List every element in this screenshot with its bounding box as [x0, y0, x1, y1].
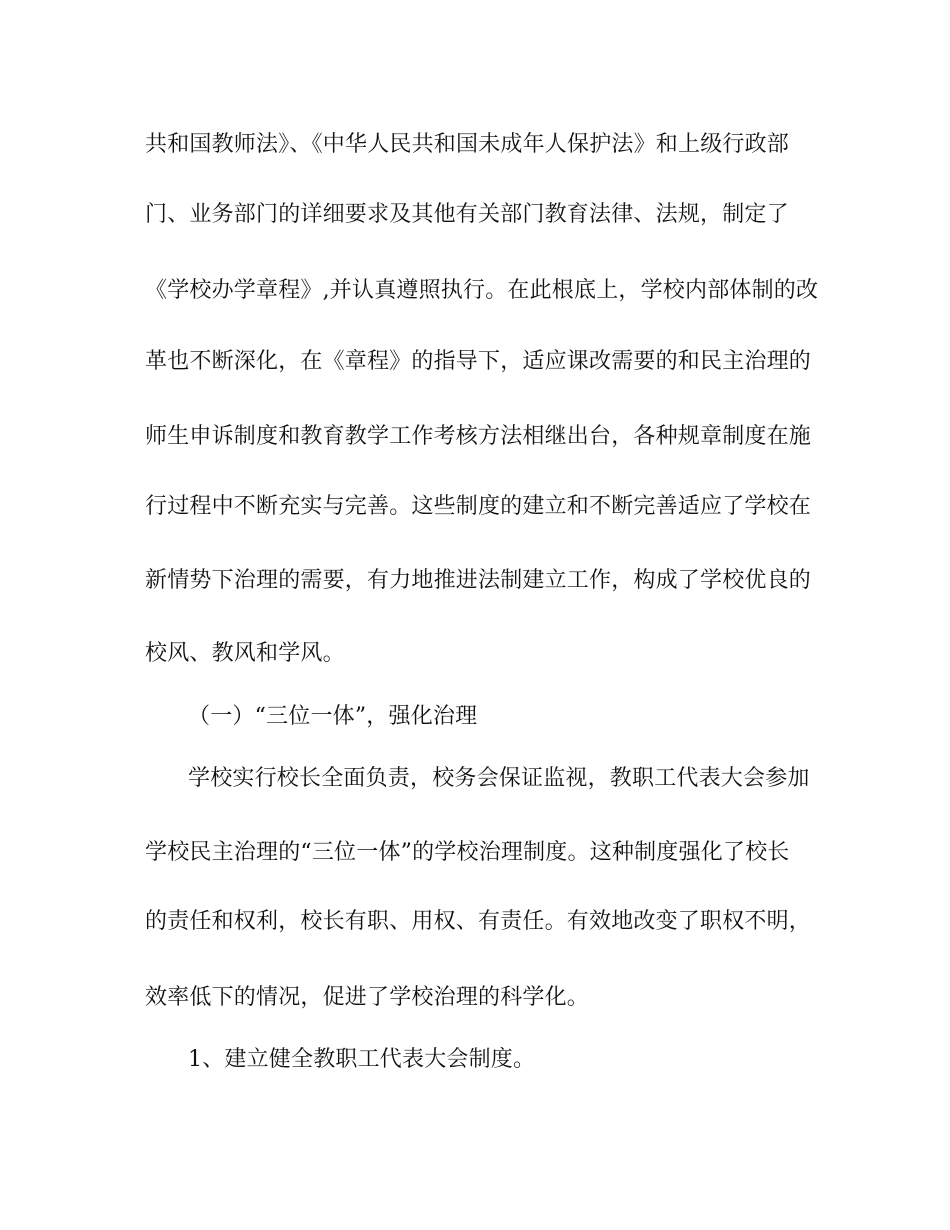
section-heading: （一）“三位一体”，强化治理 [188, 704, 478, 729]
paragraph-line: 新情势下治理的需要，有力地推进法制建立工作，构成了学校优良的 [145, 568, 812, 593]
paragraph-line: 效率低下的情况，促进了学校治理的科学化。 [145, 985, 590, 1010]
paragraph-line: 学校实行校长全面负责，校务会保证监视，教职工代表大会参加 [188, 766, 810, 791]
paragraph-line: 学校民主治理的“三位一体”的学校治理制度。这种制度强化了校长 [145, 840, 790, 865]
paragraph-line: 门、业务部门的详细要求及其他有关部门教育法律、法规，制定了 [145, 202, 789, 227]
paragraph-line: 师生申诉制度和教育教学工作考核方法相继出台，各种规章制度在施 [145, 424, 812, 449]
paragraph-line: 革也不断深化，在《章程》的指导下，适应课改需要的和民主治理的 [145, 349, 812, 374]
paragraph-line: 行过程中不断充实与完善。这些制度的建立和不断完善适应了学校在 [145, 494, 812, 519]
paragraph-line: 的责任和权利，校长有职、用权、有责任。有效地改变了职权不明， [145, 909, 812, 934]
subsection-heading: 1、建立健全教职工代表大会制度。 [188, 1047, 536, 1072]
paragraph-line: 校风、教风和学风。 [145, 641, 345, 666]
paragraph-line: 《学校办学章程》,并认真遵照执行。在此根底上，学校内部体制的改 [145, 278, 819, 303]
paragraph-line: 共和国教师法》、《中华人民共和国未成年人保护法》和上级行政部 [145, 132, 790, 157]
